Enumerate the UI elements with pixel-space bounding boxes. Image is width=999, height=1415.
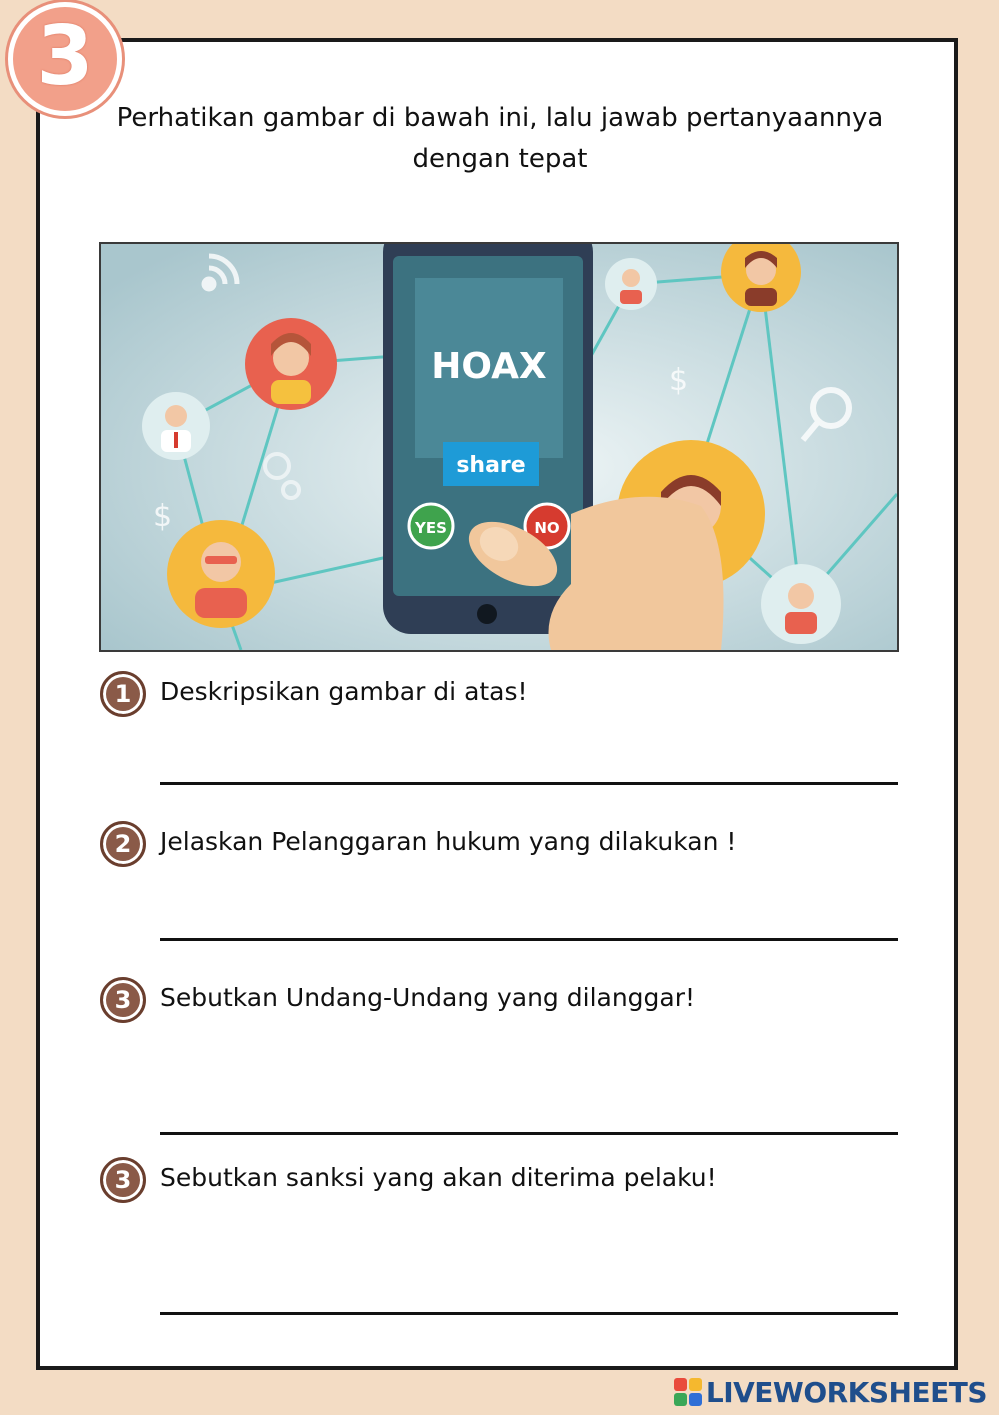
brand-name[interactable]: LIVEWORKSHEETS [705,1375,987,1409]
question-text: Sebutkan sanksi yang akan diterima pelaku! [160,1163,717,1192]
logo-tile [689,1378,702,1391]
share-button-label: share [456,453,526,478]
hoax-title: HOAX [431,346,547,387]
answer-line-3[interactable] [160,1132,898,1135]
answer-line-1[interactable] [160,782,898,785]
section-number: 3 [36,9,94,104]
hoax-illustration [99,242,899,652]
question-2 [100,821,900,869]
home-button [477,604,497,624]
question-text: Deskripsikan gambar di atas! [160,677,528,706]
question-number-badge [100,1157,146,1203]
dollar-icon: $ [153,499,173,534]
question-number-badge [100,821,146,867]
hoax-illustration-svg [101,244,897,650]
footer-branding [674,1375,987,1409]
question-text: Sebutkan Undang-Undang yang dilanggar! [160,983,696,1012]
logo-tile [674,1393,687,1406]
yes-label: YES [415,519,447,537]
question-number: 3 [114,1166,132,1194]
question-1 [100,671,900,719]
logo-tile [674,1378,687,1391]
smartphone [383,244,593,634]
question-4 [100,1157,900,1205]
dollar-icon: $ [669,363,689,398]
question-number-badge [100,671,146,717]
question-number: 3 [114,986,132,1014]
answer-line-2[interactable] [160,938,898,941]
logo-tile [689,1393,702,1406]
liveworksheets-logo-icon [674,1378,702,1406]
no-label: NO [534,519,560,537]
question-3 [100,977,900,1025]
question-number: 2 [114,830,132,858]
instruction-text: Perhatikan gambar di bawah ini, lalu jawab pertanyaannya dengan tepat [116,103,884,174]
question-number-badge [100,977,146,1023]
question-number: 1 [114,680,132,708]
answer-line-4[interactable] [160,1312,898,1315]
question-text: Jelaskan Pelanggaran hukum yang dilakukan ! [160,827,737,856]
